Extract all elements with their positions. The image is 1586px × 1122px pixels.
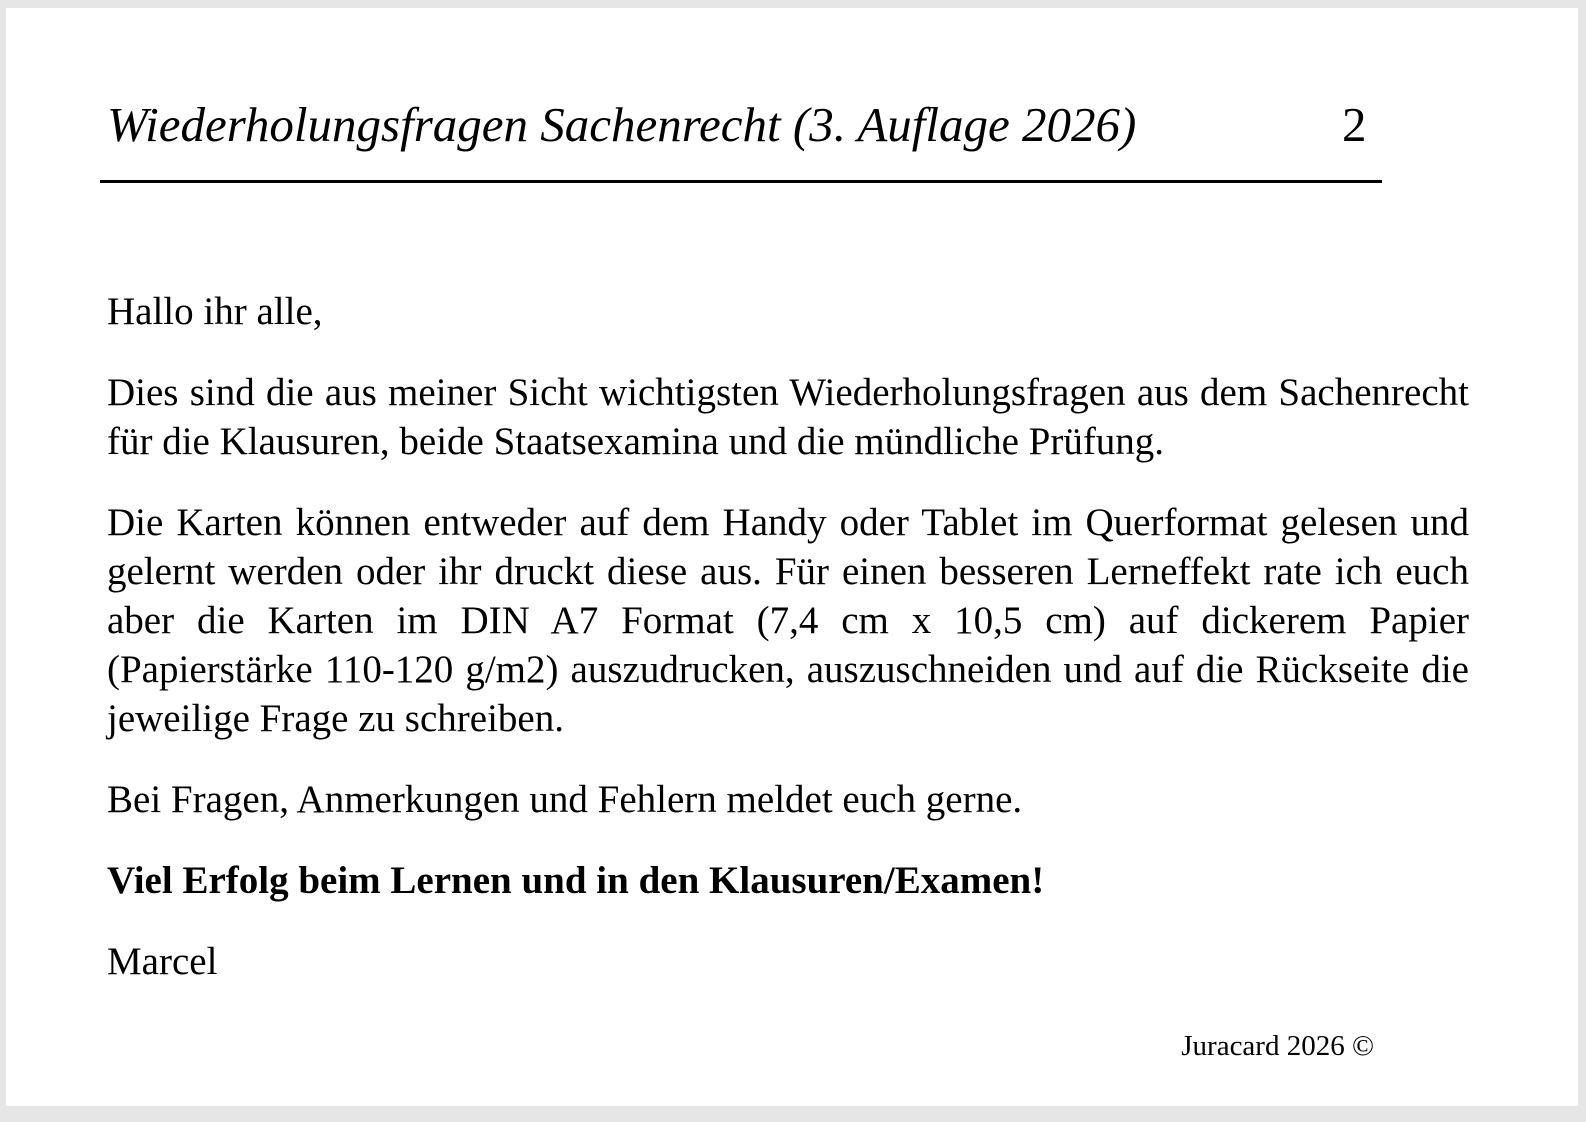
header-divider [100,180,1382,183]
page-number: 2 [1342,97,1367,152]
paragraph-intro: Dies sind die aus meiner Sicht wichtigsten Wiederholungsfragen aus dem Sachenrecht für die Klausuren, beide Staatsexamina und die mündliche Prüfung. [107,371,1469,463]
signature: Marcel [107,940,218,983]
greeting: Hallo ihr alle, [107,290,323,333]
footer-copyright: Juracard 2026 © [1181,1030,1374,1062]
paragraph-instructions: Die Karten können entweder auf dem Handy oder Tablet im Querformat gelesen und gelernt werden oder ihr druckt diese aus. Für einen besseren Lerneffekt rate ich euch aber die Karten im DIN A7 Format (7,4 cm x 10,5 cm) auf dickerem Papier (Papierstärke 110-120 g/m2) auszudrucken, auszuschneiden und auf die Rückseite die jeweilige Frage zu schreiben. [107,501,1469,740]
closing-wish: Viel Erfolg beim Lernen und in den Klausuren/Examen! [107,859,1045,902]
document-page [6,8,1578,1106]
paragraph-contact: Bei Fragen, Anmerkungen und Fehlern meldet euch gerne. [107,778,1023,821]
letter-body [107,287,1469,1018]
header-title: Wiederholungsfragen Sachenrecht (3. Auflage 2026) [107,97,1137,152]
